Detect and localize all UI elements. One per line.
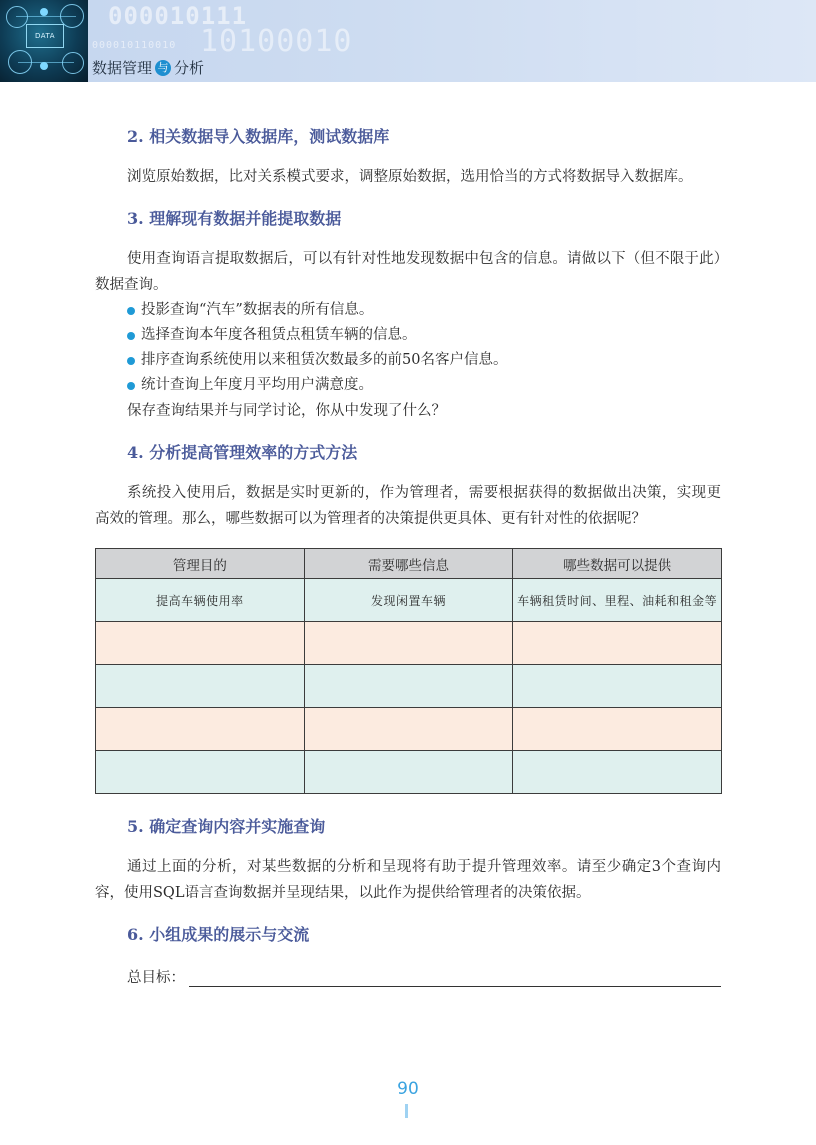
network-node-icon (6, 6, 28, 28)
table-cell (304, 708, 513, 751)
table-cell: 车辆租赁时间、里程、油耗和租金等 (513, 579, 722, 622)
list-item (127, 373, 721, 398)
page-content (95, 122, 721, 987)
table-header-row (96, 549, 722, 579)
table-cell (304, 665, 513, 708)
section-4-title: 4. 分析提高管理效率的方式方法 (127, 443, 358, 462)
section-3-paragraph: 使用查询语言提取数据后，可以有针对性地发现数据中包含的信息。请做以下（但不限于此）数据查询。 (95, 251, 721, 293)
page-number: 90 (397, 1079, 419, 1099)
book-title-part1: 数据管理 (92, 59, 153, 77)
connector-line (18, 62, 74, 63)
table-cell: 提高车辆使用率 (96, 579, 305, 622)
table-row (96, 708, 722, 751)
table-cell (513, 665, 722, 708)
section-2-title: 2. 相关数据导入数据库，测试数据库 (127, 127, 390, 146)
table-cell (96, 751, 305, 794)
table-cell (96, 708, 305, 751)
network-node-icon (62, 52, 84, 74)
column-header: 需要哪些信息 (304, 549, 513, 579)
list-item (127, 323, 721, 348)
table-cell (304, 622, 513, 665)
data-management-thumbnail (0, 0, 88, 82)
column-header: 管理目的 (96, 549, 305, 579)
section-5-title: 5. 确定查询内容并实施查询 (127, 817, 326, 836)
thumb-label: DATA (26, 24, 64, 48)
section-5-paragraph: 通过上面的分析，对某些数据的分析和呈现将有助于提升管理效率。请至少确定3个查询内容，使用SQL语言查询数据并呈现结果，以此作为提供给管理者的决策依据。 (95, 859, 721, 901)
table-row (96, 622, 722, 665)
bullet-dot-icon (127, 382, 135, 390)
table-cell (513, 751, 722, 794)
list-item-text: 统计查询上年度月平均用户满意度。 (141, 377, 373, 393)
list-item-text: 选择查询本年度各租赁点租赁车辆的信息。 (141, 327, 417, 343)
section-3-closing: 保存查询结果并与同学讨论，你从中发现了什么？ (127, 403, 446, 419)
query-list (95, 298, 721, 398)
book-title-circle: 与 (155, 60, 171, 76)
book-title (92, 57, 204, 78)
list-item (127, 348, 721, 373)
section-6-title: 6. 小组成果的展示与交流 (127, 925, 310, 944)
bullet-dot-icon (127, 357, 135, 365)
connector-line (16, 16, 76, 17)
table-row (96, 751, 722, 794)
list-item-text: 排序查询系统使用以来租赁次数最多的前50名客户信息。 (141, 352, 508, 368)
binary-decoration: 000010110010 (92, 40, 177, 51)
section-3-title: 3. 理解现有数据并能提取数据 (127, 209, 342, 228)
table-cell (513, 622, 722, 665)
table-cell: 发现闲置车辆 (304, 579, 513, 622)
node-dot-icon (40, 62, 48, 70)
table-cell (96, 665, 305, 708)
goal-input-line[interactable] (189, 968, 721, 987)
goal-label: 总目标： (127, 970, 185, 986)
binary-decoration: 10100010 (200, 24, 353, 59)
table-row (96, 579, 722, 622)
node-dot-icon (40, 8, 48, 16)
page-header (0, 0, 816, 82)
table-cell (513, 708, 722, 751)
section-2-paragraph: 浏览原始数据，比对关系模式要求，调整原始数据，选用恰当的方式将数据导入数据库。 (127, 169, 693, 185)
bullet-dot-icon (127, 332, 135, 340)
bullet-dot-icon (127, 307, 135, 315)
column-header: 哪些数据可以提供 (513, 549, 722, 579)
table-cell (96, 622, 305, 665)
analysis-table (95, 548, 722, 794)
list-item (127, 298, 721, 323)
binary-decoration: 000010111 (108, 2, 248, 30)
list-item-text: 投影查询“汽车”数据表的所有信息。 (141, 302, 374, 318)
goal-row (127, 966, 721, 987)
table-row (96, 665, 722, 708)
book-title-part2: 分析 (174, 59, 205, 77)
section-4-paragraph: 系统投入使用后，数据是实时更新的，作为管理者，需要根据获得的数据做出决策，实现更高效的管理。那么，哪些数据可以为管理者的决策提供更具体、更有针对性的依据呢？ (95, 485, 721, 527)
table-cell (304, 751, 513, 794)
page-number-tick (405, 1104, 408, 1118)
